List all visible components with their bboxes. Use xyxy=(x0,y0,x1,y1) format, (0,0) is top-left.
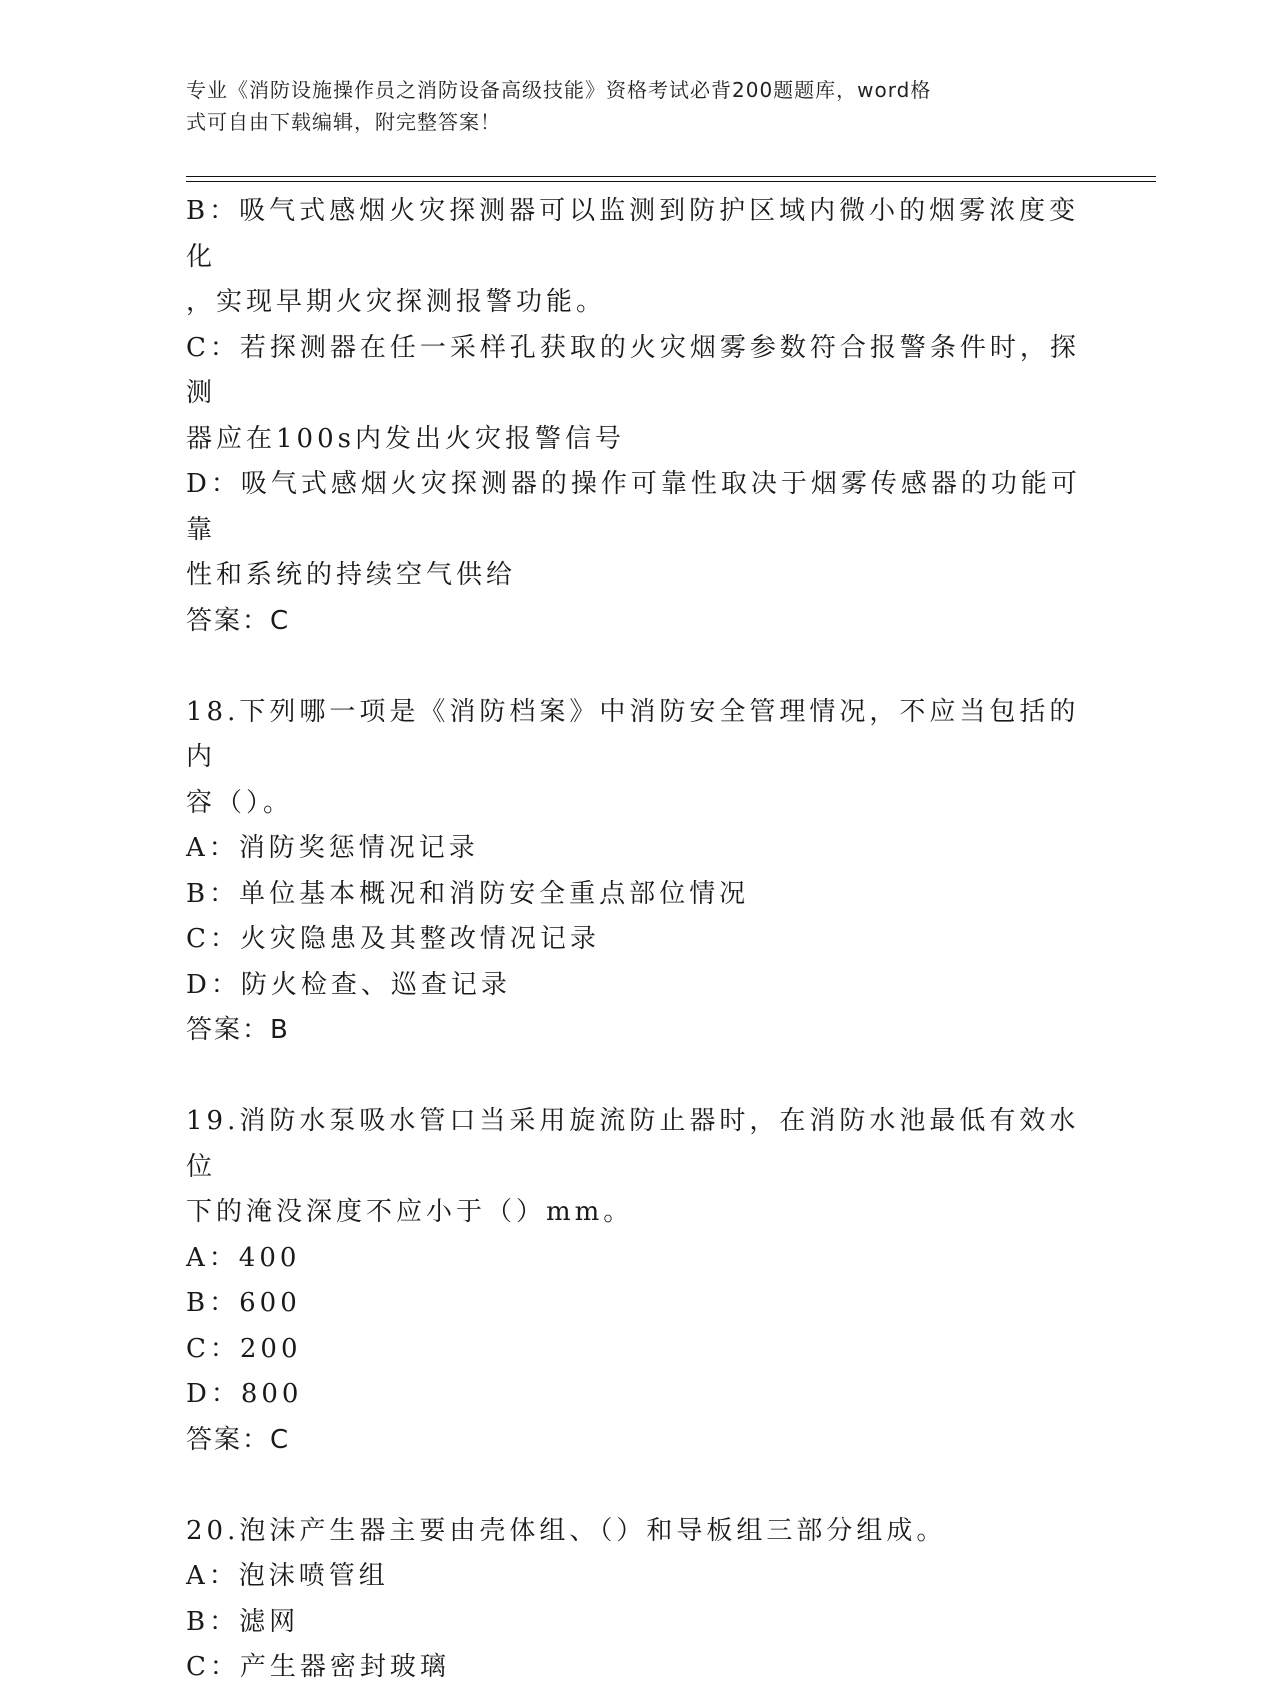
question-gap xyxy=(186,644,1086,690)
header-line-2: 式可自由下载编辑，附完整答案！ xyxy=(186,110,501,134)
q20-option-a: A：泡沫喷管组 xyxy=(186,1561,389,1591)
q20-text-line-1: 20.泡沫产生器主要由壳体组、（）和导板组三部分组成。 xyxy=(186,1515,947,1546)
q20-option-b: B：滤网 xyxy=(186,1606,300,1637)
question-17-continued xyxy=(186,189,1086,644)
q19-answer: 答案：C xyxy=(186,1424,291,1455)
q17-answer: 答案：C xyxy=(186,605,291,636)
question-gap xyxy=(186,1463,1086,1509)
q17-option-c-line-1: C：若探测器在任一采样孔获取的火灾烟雾参数符合报警条件时，探测 xyxy=(186,332,1080,408)
question-gap xyxy=(186,1054,1086,1100)
q18-option-c: C：火灾隐患及其整改情况记录 xyxy=(186,924,600,954)
q18-text-line-2: 容（）。 xyxy=(186,787,294,818)
question-19 xyxy=(186,1099,1086,1463)
q19-option-d: D：800 xyxy=(186,1379,303,1409)
q18-option-a: A：消防奖惩情况记录 xyxy=(186,833,479,863)
q17-option-b-line-1: B：吸气式感烟火灾探测器可以监测到防护区域内微小的烟雾浓度变化 xyxy=(186,196,1080,272)
document-header xyxy=(186,74,1066,138)
q18-answer: 答案：B xyxy=(186,1015,290,1045)
q20-option-c: C：产生器密封玻璃 xyxy=(186,1652,450,1682)
q17-option-d-line-2: 性和系统的持续空气供给 xyxy=(186,560,517,590)
q18-option-b: B：单位基本概况和消防安全重点部位情况 xyxy=(186,878,750,909)
q19-option-c: C：200 xyxy=(186,1333,302,1364)
q19-option-b: B：600 xyxy=(186,1288,301,1318)
q18-text-line-1: 18.下列哪一项是《消防档案》中消防安全管理情况，不应当包括的内 xyxy=(186,696,1080,772)
q17-option-d-line-1: D：吸气式感烟火灾探测器的操作可靠性取决于烟雾传感器的功能可靠 xyxy=(186,469,1081,545)
header-line-1: 专业《消防设施操作员之消防设备高级技能》资格考试必背200题题库，word格 xyxy=(186,78,932,102)
q19-text-line-1: 19.消防水泵吸水管口当采用旋流防止器时，在消防水池最低有效水位 xyxy=(186,1106,1080,1182)
question-18 xyxy=(186,690,1086,1054)
q19-option-a: A：400 xyxy=(186,1242,301,1273)
question-20 xyxy=(186,1509,1086,1691)
q19-text-line-2: 下的淹没深度不应小于（）mm。 xyxy=(186,1197,634,1227)
header-rule-bottom xyxy=(186,181,1156,182)
q17-option-b-line-2: ，实现早期火灾探测报警功能。 xyxy=(186,287,607,317)
question-content xyxy=(186,189,1086,1691)
q18-option-d: D：防火检查、巡查记录 xyxy=(186,969,511,1000)
q17-option-c-line-2: 器应在100s内发出火灾报警信号 xyxy=(186,423,625,454)
header-rule-top xyxy=(186,176,1156,177)
